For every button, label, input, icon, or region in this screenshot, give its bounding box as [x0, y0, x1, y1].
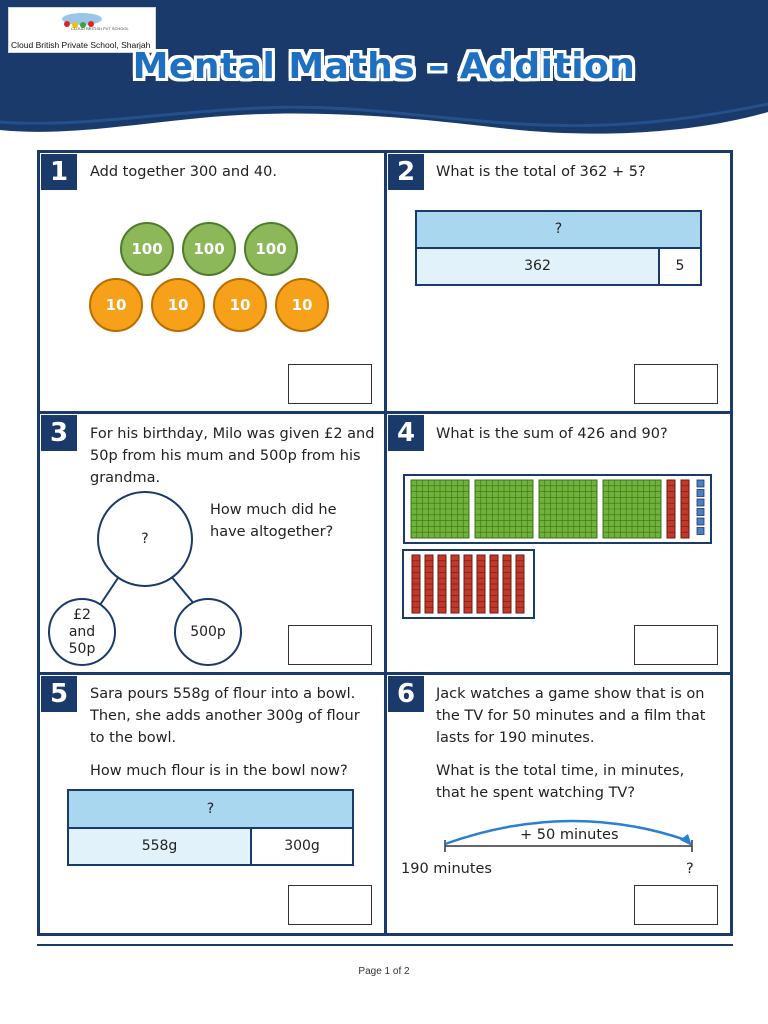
question-5-number: 5 [41, 676, 77, 712]
ten-rod [490, 555, 498, 613]
coin-100: 100 [244, 222, 298, 276]
question-5-subquestion: How much flour is in the bowl now? [90, 763, 348, 779]
grid-divider-vertical [384, 150, 387, 936]
ten-rod [438, 555, 446, 613]
hundred-block [411, 480, 469, 538]
bar-model-total: ? [415, 210, 702, 249]
answer-box-3[interactable] [288, 625, 372, 665]
question-6-text: Jack watches a game show that is on the TV for 50 minutes and a film that lasts for 190 minutes. [436, 686, 706, 746]
base-ten-blocks-90 [404, 551, 533, 617]
hundred-block [539, 480, 597, 538]
bar-model-total: ? [67, 789, 354, 829]
one-cube [697, 528, 704, 535]
ten-rod [451, 555, 459, 613]
page-number: Page 1 of 2 [358, 966, 410, 977]
part-whole-left: £2 and 50p [48, 598, 116, 666]
ten-rod [412, 555, 420, 613]
jump-label: + 50 minutes [520, 827, 619, 843]
ten-rod [667, 480, 675, 538]
bar-model-part: 300g [250, 827, 354, 866]
question-2-number: 2 [388, 154, 424, 190]
grid-divider-row2 [37, 672, 733, 675]
coin-10: 10 [213, 278, 267, 332]
one-cube [697, 490, 704, 497]
bar-model-part: 5 [658, 247, 702, 286]
ten-rod [464, 555, 472, 613]
grid-divider-row1 [37, 411, 733, 414]
hundred-block [475, 480, 533, 538]
ten-rod [681, 480, 689, 538]
ten-rod [516, 555, 524, 613]
one-cube [697, 518, 704, 525]
ten-rod [503, 555, 511, 613]
question-3-number: 3 [41, 415, 77, 451]
answer-box-4[interactable] [634, 625, 718, 665]
question-3-subquestion: How much did he have altogether? [210, 502, 337, 540]
coin-10: 10 [275, 278, 329, 332]
question-1-text: Add together 300 and 40. [90, 164, 277, 180]
arrow-head-icon [680, 834, 692, 846]
bar-model-part: 362 [415, 247, 660, 286]
base-ten-blocks-426 [405, 476, 710, 542]
coin-10: 10 [89, 278, 143, 332]
school-name: Cloud British Private School, Sharjah [11, 40, 151, 50]
footer-line [37, 944, 733, 946]
answer-box-5[interactable] [288, 885, 372, 925]
answer-box-2[interactable] [634, 364, 718, 404]
bar-model-part: 558g [67, 827, 252, 866]
one-cube [697, 509, 704, 516]
hundred-block [603, 480, 661, 538]
question-4-text: What is the sum of 426 and 90? [436, 426, 668, 442]
start-label: 190 minutes [401, 861, 492, 877]
question-6-number: 6 [388, 676, 424, 712]
one-cube [697, 499, 704, 506]
ten-rod [425, 555, 433, 613]
coin-10: 10 [151, 278, 205, 332]
logo-small-text: CLOUD BRITISH PVT SCHOOL [71, 26, 129, 31]
coin-100: 100 [120, 222, 174, 276]
question-6-subquestion: What is the total time, in minutes, that he spent watching TV? [436, 763, 685, 801]
question-4-number: 4 [388, 415, 424, 451]
question-2-text: What is the total of 362 + 5? [436, 164, 646, 180]
question-3-text: For his birthday, Milo was given £2 and 50p from his mum and 500p from his grandma. [90, 426, 375, 486]
answer-box-1[interactable] [288, 364, 372, 404]
part-whole-right: 500p [174, 598, 242, 666]
part-whole-whole: ? [97, 491, 193, 587]
question-1-number: 1 [41, 154, 77, 190]
page-title: Mental Maths – Addition [132, 46, 636, 87]
answer-box-6[interactable] [634, 885, 718, 925]
coin-100: 100 [182, 222, 236, 276]
one-cube [697, 480, 704, 487]
end-label: ? [686, 861, 694, 877]
ten-rod [477, 555, 485, 613]
question-5-text: Sara pours 558g of flour into a bowl. Then, she adds another 300g of flour to the bowl. [90, 686, 360, 746]
